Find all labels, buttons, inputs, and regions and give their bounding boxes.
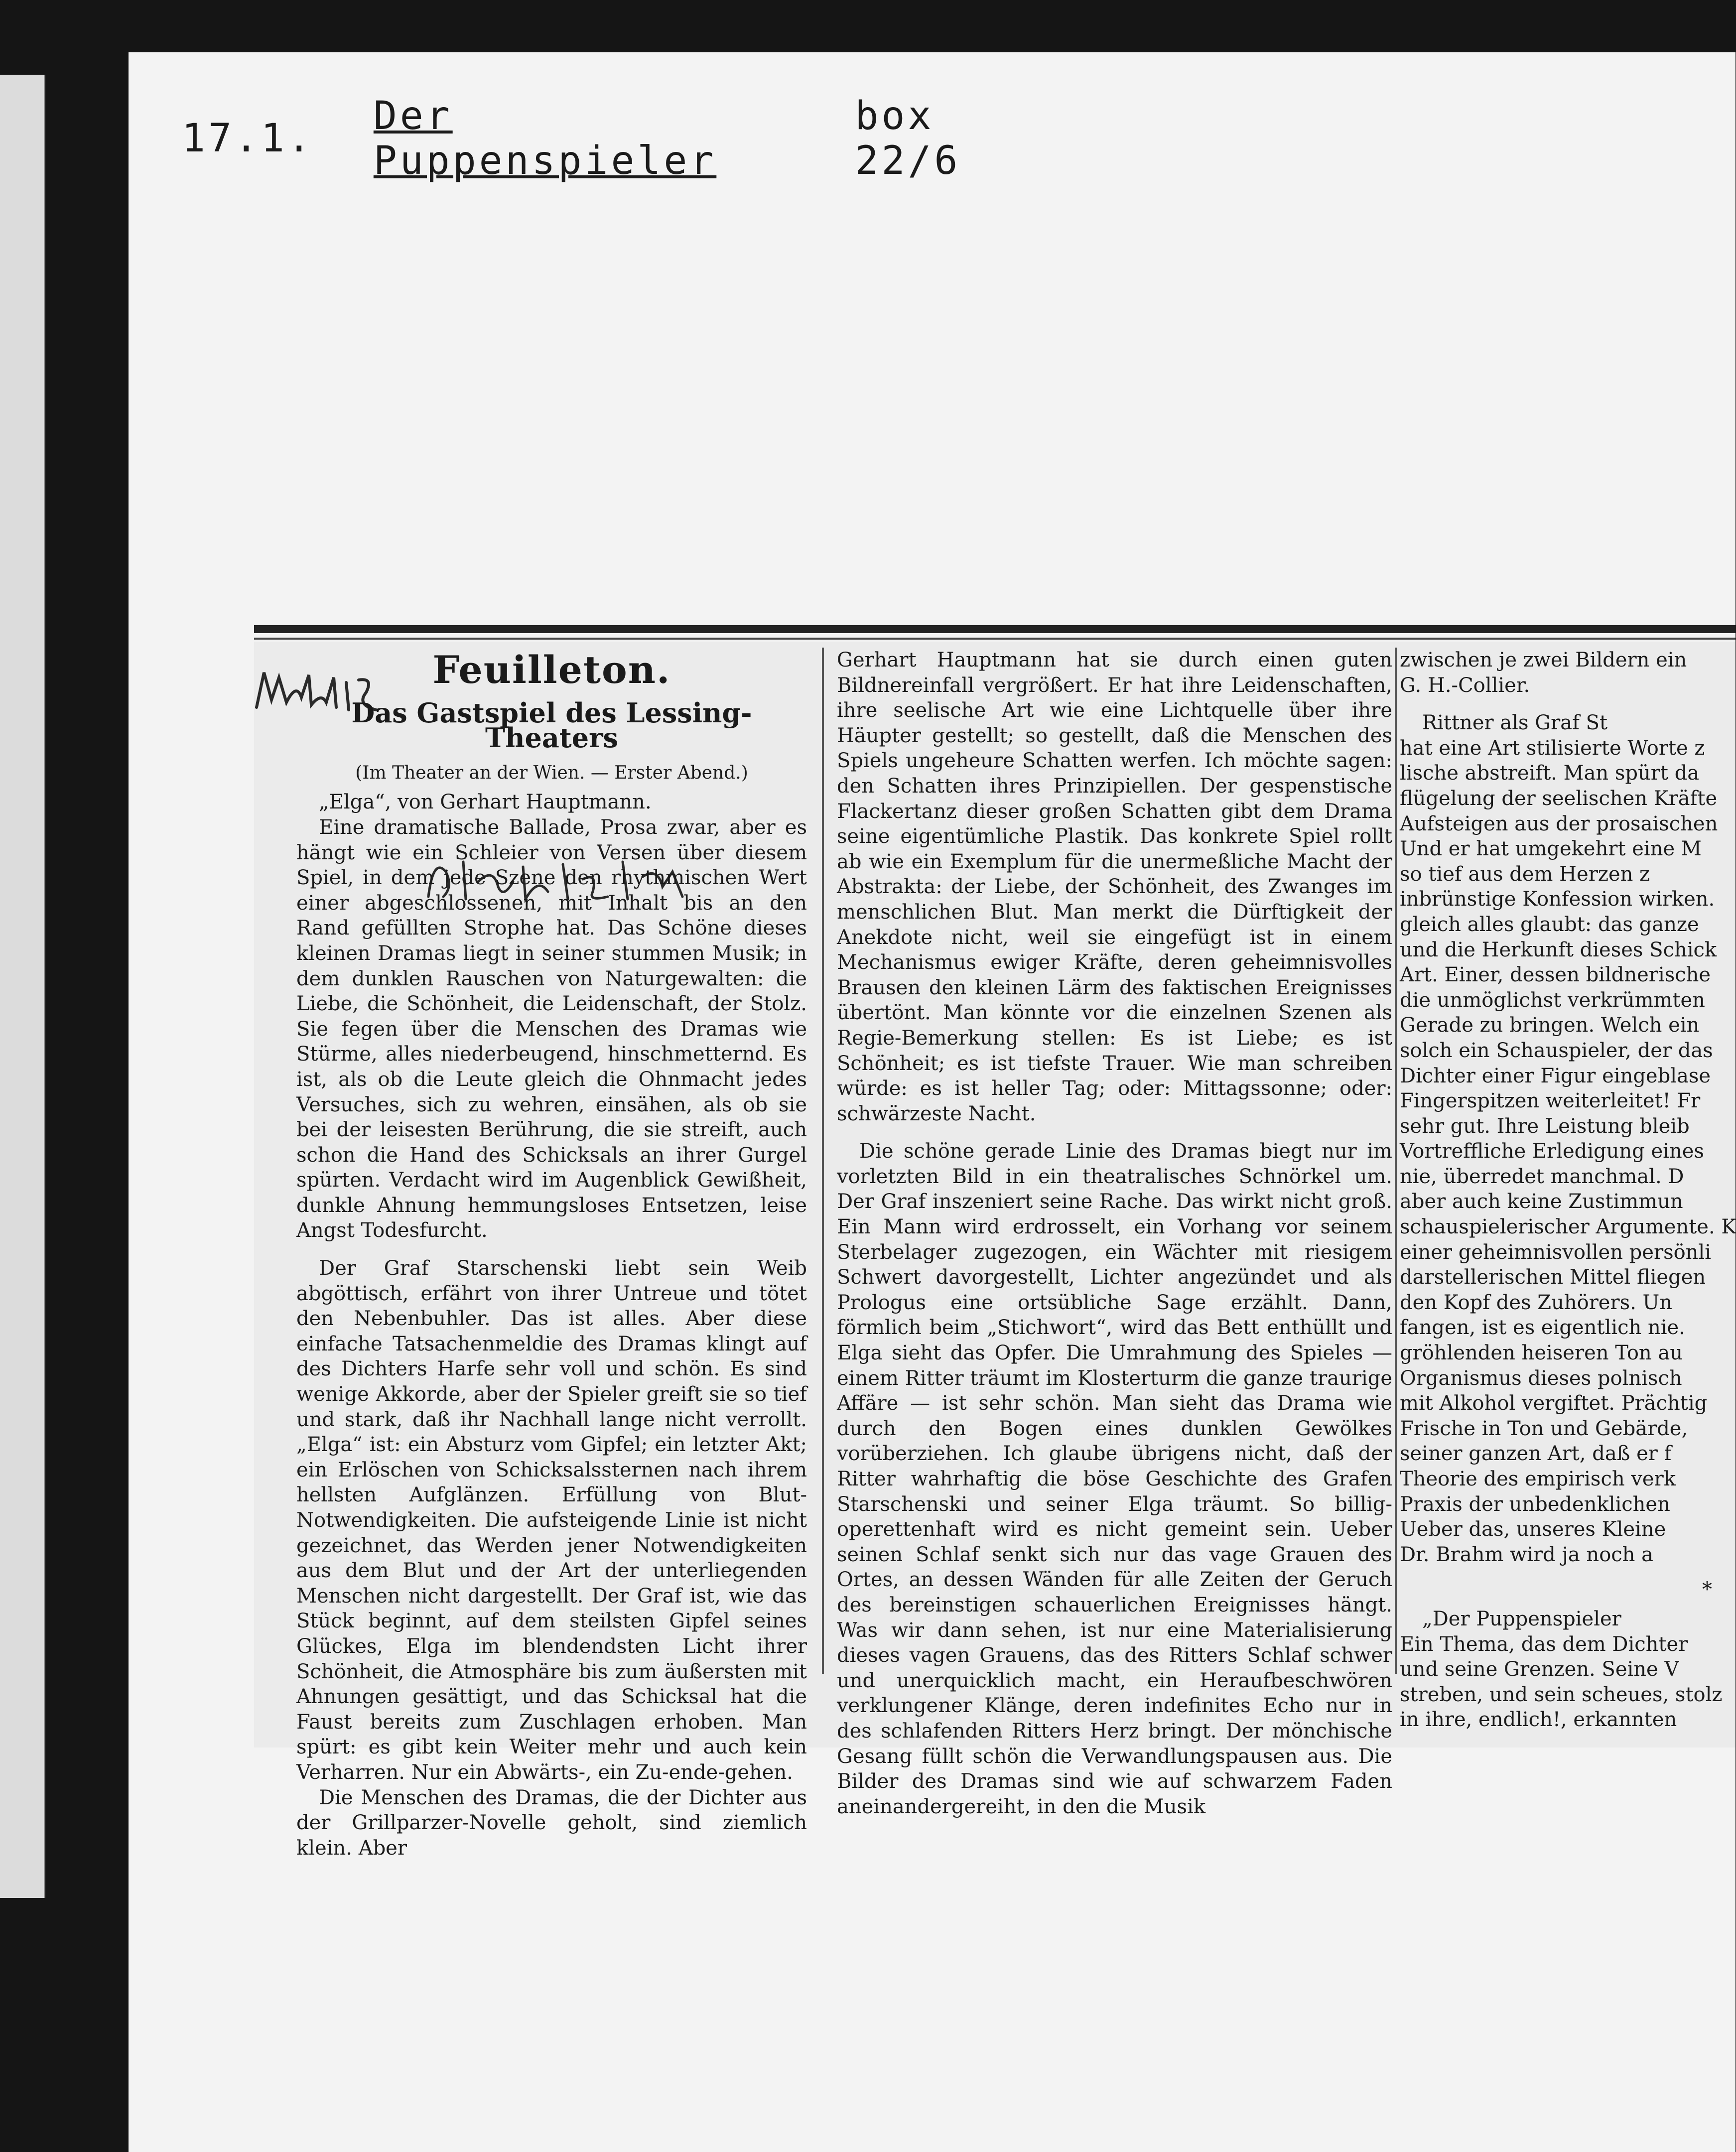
article-subline: (Im Theater an der Wien. — Erster Abend.): [355, 762, 748, 783]
header-box: box 22/6: [855, 94, 961, 183]
column-3-line: gleich alles glaubt: das ganze: [1400, 913, 1699, 936]
column-3-line: Aufsteigen aus der prosaischen: [1400, 812, 1718, 835]
paragraph: Die schöne gerade Linie des Dramas biegt nur im vorletzten Bild in ein theatralisches Schnörkel um. Der Graf inszeniert seine Rache. Das wirkt nicht groß. Ein Mann wird erdrosselt, ein Vorhang vor seinem Sterbelager zugezogen, ein Wächter mit riesigem Schwert davorgestellt, Lichter angezündet und als Prologus eine ortsübliche Sage erzählt. Dann, förmlich beim „Stichwort“, wird das Bett enthüllt und Elga sieht das Opfer. Die Umrahmung des Spieles — einem Ritter träumt im Klosterturm die ganze traurige Affäre — ist sehr schön. Man sieht das Drama wie durch den Bogen eines dunklen Gewölkes vorüberziehen. Ich glaube übrigens nicht, daß der Ritter wahrhaftig die böse Geschichte des Grafen Starschenski und seiner Elga träumt. So billig-operettenhaft wird es nicht gemeint sein. Ueber seinen Schlaf senkt sich nur das vage Grauen des Ortes, an dessen Wänden für alle Zeiten der Geruch des bereinstigen schauerlichen Ereignisses hängt. Was wir dann sehen, ist nur eine Materialisierung dieses vagen Grauens, das des Ritters Schlaf schwer und unerquicklich macht, ein Heraufbeschwören verklungener Klänge, deren indefinites Echo nur in des schlafenden Ritters Herz bringt. Der mönchische Gesang füllt schön die Verwandlungspausen aus. Die Bilder des Dramas sind wie auf schwarzem Faden aneinandergereiht, in den die Musik: [837, 1140, 1392, 1818]
column-3-line: seiner ganzen Art, daß er f: [1400, 1442, 1672, 1466]
column-separator: [822, 648, 824, 1674]
column-3-line: Rittner als Graf St: [1422, 711, 1608, 735]
header-title: Der Puppenspieler: [373, 94, 717, 183]
column-3-line: Ein Thema, das dem Dichter: [1400, 1632, 1688, 1656]
section-heading: Feuilleton.: [432, 648, 671, 692]
column-3-line: die unmöglichst verkrümmten: [1400, 988, 1705, 1012]
column-3-line: Vortreffliche Erledigung eines: [1400, 1140, 1704, 1163]
column-3-line: solch ein Schauspieler, der das: [1400, 1039, 1713, 1062]
column-3-line: Praxis der unbedenklichen: [1400, 1492, 1670, 1516]
column-3-line: und die Herkunft dieses Schick: [1400, 938, 1717, 961]
column-3-line: Theorie des empirisch verk: [1400, 1468, 1676, 1490]
column-3-line: aber auch keine Zustimmun: [1400, 1190, 1683, 1213]
header-number: 17.1.: [182, 116, 314, 161]
column-3-line: schauspielerischer Argumente. K: [1400, 1215, 1736, 1239]
column-3-line: sehr gut. Ihre Leistung bleib: [1400, 1114, 1690, 1138]
column-3-line: einer geheimnisvollen persönli: [1400, 1240, 1712, 1264]
play-title: „Elga“, von Gerhart Hauptmann.: [319, 791, 652, 814]
column-3-line: Dichter einer Figur eingeblase: [1400, 1064, 1711, 1087]
column-3-line: gröhlenden heiseren Ton au: [1400, 1342, 1683, 1365]
paragraph: Die Menschen des Dramas, die der Dichter aus der Grillparzer-Novelle geholt, sind ziemlich klein. Aber: [296, 1786, 807, 1860]
column-3-line: den Kopf des Zuhörers. Un: [1400, 1291, 1673, 1314]
column-3-line: Frische in Ton und Gebärde,: [1400, 1417, 1688, 1440]
column-3-line: zwischen je zwei Bildern ein: [1400, 649, 1687, 672]
column-3-line: lische abstreift. Man spürt da: [1400, 762, 1700, 785]
column-3-line: fangen, ist es eigentlich nie.: [1400, 1316, 1685, 1340]
column-3-line: Ueber das, unseres Kleine: [1400, 1518, 1666, 1541]
adjacent-page-strip: [0, 75, 45, 1898]
clipping-top-rule: [254, 625, 1736, 633]
column-3-line: Gerade zu bringen. Welch ein: [1400, 1014, 1700, 1037]
column-3-line: nie, überredet manchmal. D: [1400, 1165, 1684, 1188]
paragraph: Der Graf Starschenski liebt sein Weib abgöttisch, erfährt von ihrer Untreue und tötet den Nebenbuhler. Das ist alles. Aber diese einfache Tatsachenmeldie des Dramas klingt auf des Dichters Harfe sehr voll und schön. Es sind wenige Akkorde, aber der Spieler greift sie so tief und stark, daß ihr Nachhall lange nicht verrollt. „Elga“ ist: ein Absturz vom Gipfel; ein letzter Akt; ein Erlöschen von Schicksalssternen nach ihrem hellsten Aufglänzen. Erfüllung von Blut-Notwendigkeiten. Die aufsteigende Linie ist nicht gezeichnet, das Werden jener Notwendigkeiten aus dem Blut und der Art der unterliegenden Menschen nicht dargestellt. Der Graf ist, wie das Stück beginnt, auf dem steilsten Gipfel seines Glückes, Elga im blendendsten Licht ihrer Schönheit, die Atmosphäre bis zum äußersten mit Ahnungen gesättigt, und das Schicksal hat die Faust bereits zum Zuschlagen erhoben. Man spürt: es gibt kein Weiter mehr und auch kein Verharren. Nur ein Abwärts-, ein Zu-ende-gehen.: [296, 1257, 807, 1784]
article-column-3: [1400, 648, 1736, 1732]
archive-header: [182, 94, 1054, 183]
column-3-line: *: [1702, 1578, 1712, 1602]
column-3-line: hat eine Art stilisierte Worte z: [1400, 736, 1705, 760]
article-column-1: [296, 648, 807, 1860]
column-3-line: G. H.-Collier.: [1400, 673, 1530, 697]
column-3-line: Fingerspitzen weiterleitet! Fr: [1400, 1089, 1701, 1113]
column-3-line: streben, und sein scheues, stolz: [1400, 1683, 1723, 1706]
column-3-line: und seine Grenzen. Seine V: [1400, 1658, 1679, 1681]
column-3-line: „Der Puppenspieler: [1422, 1607, 1621, 1630]
paragraph: Gerhart Hauptmann hat sie durch einen guten Bildnereinfall vergrößert. Er hat ihre Leidenschaften, ihre seelische Art wie eine Lichtquelle über ihre Häupter gestellt; so gestellt, daß die Menschen des Spiels ungeheure Schatten werfen. Ich möchte sagen: den Schatten ihres Prinzipiellen. Der gespenstische Flackertanz dieser großen Schatten gibt dem Drama seine eigentümliche Plastik. Das konkrete Spiel rollt ab wie ein Exemplum für die unermeßliche Macht der Abstrakta: der Liebe, der Schönheit, des Zwanges im menschlichen Blut. Man merkt die Dürftigkeit der Anekdote nicht, weil sie eingefügt ist in einem Mechanismus ewiger Kräfte, deren geheimnisvolles Brausen den kleinen Lärm des faktischen Ereignisses übertönt. Man könnte vor die einzelnen Szenen als Regie-Bemerkung stellen: Es ist Liebe; es ist Schönheit; es ist tiefste Trauer. Wie man schreiben würde: es ist heller Tag; oder: Mittagssonne; oder: schwärzeste Nacht.: [837, 649, 1392, 1125]
column-3-line: inbrünstige Konfession wirken.: [1400, 888, 1715, 911]
column-3-line: mit Alkohol vergiftet. Prächtig: [1400, 1392, 1708, 1415]
column-separator: [1395, 648, 1397, 1674]
column-3-line: Organismus dieses polnisch: [1400, 1366, 1682, 1390]
column-3-line: so tief aus dem Herzen z: [1400, 862, 1650, 886]
column-3-line: Dr. Brahm wird ja noch a: [1400, 1543, 1654, 1566]
column-3-line: darstellerischen Mittel fliegen: [1400, 1266, 1706, 1289]
clipping-thin-rule: [254, 638, 1736, 640]
paragraph: Eine dramatische Ballade, Prosa zwar, aber es hängt wie ein Schleier von Versen über diesem Spiel, in dem jede Szene den rhythmischen Wert einer abgeschlossenen, mit Inhalt bis an den Rand gefüllten Strophe hat. Das Schöne dieses kleinen Dramas liegt in seiner stummen Musik; in dem dunklen Rauschen von Naturgewalten: die Liebe, die Schönheit, die Leidenschaft, der Stolz. Sie fegen über die Menschen des Dramas wie Stürme, alles niederbeugend, hinschmetternd. Es ist, als ob die Leute gleich die Ohnmacht jedes Versuches, sich zu wehren, einsähen, als ob sie bei der leisesten Berührung, die sie streift, auch schon die Hand des Schicksals an ihrer Gurgel spürten. Verdacht wird im Augenblick Gewißheit, dunkle Ahnung hemmungsloses Entsetzen, leise Angst Todesfurcht.: [296, 815, 807, 1242]
article-headline: Das Gastspiel des Lessing-Theaters: [351, 696, 752, 754]
column-3-line: Und er hat umgekehrt eine M: [1400, 837, 1702, 861]
column-3-line: in ihre, endlich!, erkannten: [1400, 1708, 1677, 1732]
column-3-line: Art. Einer, dessen bildnerische: [1400, 963, 1711, 987]
article-column-2: [837, 648, 1392, 1818]
column-3-line: flügelung der seelischen Kräfte: [1400, 787, 1718, 810]
